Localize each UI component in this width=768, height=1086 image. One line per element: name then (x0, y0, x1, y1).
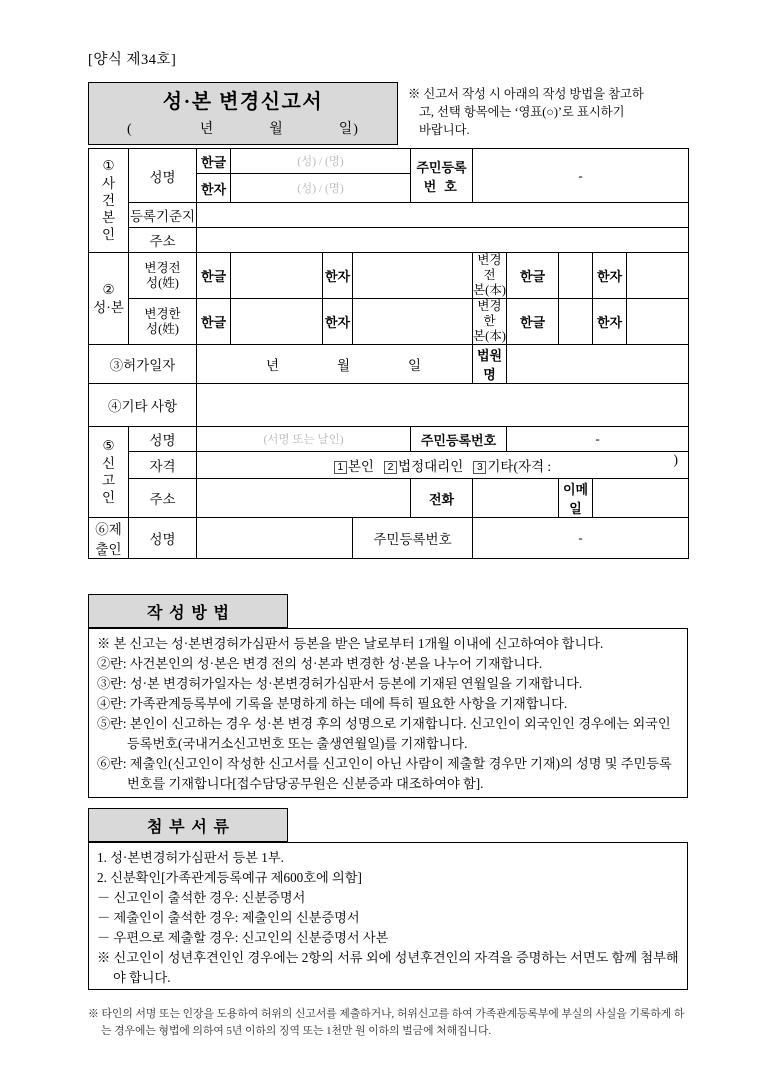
attachment-line-3: － 제출인이 출석한 경우: 제출인의 신분증명서 (97, 910, 360, 926)
section5-qualification-label: 자격 (129, 452, 197, 479)
attachments-body (88, 842, 688, 990)
how-to-heading: 작성방법 (88, 594, 288, 628)
attachment-line-5: ※ 신고인이 성년후견인인 경우에는 2항의 서류 외에 성년후견인의 자격을 증명하는 서면도 함께 첨부해야 합니다. (97, 950, 679, 986)
section5-v-char-1: 고 (101, 473, 116, 488)
section5-email-input[interactable] (593, 479, 689, 518)
section5-marker: ⑤ (102, 438, 115, 454)
form-number: [양식 제34호] (88, 52, 177, 68)
main-form-table (88, 148, 689, 559)
section5-address-label: 주소 (129, 479, 197, 518)
section2-before-origin-hangul-label: 한글 (507, 253, 559, 299)
section6-name-input[interactable] (197, 518, 353, 559)
section2-before-surname-hanja-input[interactable] (353, 253, 473, 299)
section1-hanja-name-input[interactable]: (성) / (명) (231, 174, 411, 203)
table-row (89, 427, 689, 452)
note-line-2: 고, 선택 항목에는 ‘영표(○)’로 표시하기 (419, 104, 625, 119)
qual-option-1-label[interactable]: 본인 (347, 459, 374, 474)
section5-v-char-0: 신 (101, 455, 116, 471)
page-title: 성·본 변경신고서 (162, 91, 324, 113)
section2-before-origin-hanja-cell[interactable] (593, 253, 689, 299)
footer-warning-note (88, 1006, 688, 1039)
table-row (89, 518, 689, 559)
title-date-line (89, 118, 397, 138)
title-instruction-note (398, 82, 688, 145)
section3-court-input[interactable] (507, 345, 689, 384)
section2-before-origin-hanja-label: 한자 (593, 253, 627, 298)
section1-registry-label: 등록기준지 (129, 203, 197, 228)
section3-label: ③허가일자 (89, 345, 197, 384)
attachment-line-0: 1. 성·본변경허가심판서 등본 1부. (97, 850, 284, 865)
table-row (89, 384, 689, 427)
section6-name-label: 성명 (129, 518, 197, 559)
section5-v-char-2: 인 (101, 490, 116, 506)
section2-after-surname-label: 변경한 성(姓) (129, 299, 197, 345)
title-year-label: 년 (199, 122, 215, 137)
section2-after-origin-hangul-label: 한글 (507, 299, 559, 345)
section2-after-surname-hanja-label: 한자 (323, 299, 353, 345)
table-row (89, 149, 689, 174)
section1-hanja-label: 한자 (197, 174, 231, 203)
table-row (89, 452, 689, 479)
section1-rrn-label: 주민등록 번 호 (411, 149, 473, 203)
note-line-3: 바랍니다. (419, 122, 470, 137)
section1-v-char-2: 본 (101, 210, 116, 226)
how-to-line-5: ⑥란: 제출인(신고인이 작성한 신고서를 신고인이 아닌 사람이 제출할 경우만 기재)의 성명 및 주민등록번호를 기재합니다[접수담당공무원은 신분증과 대조하여야 함]. (97, 756, 672, 792)
how-to-line-2: ③란: 성·본 변경허가일자는 성·본변경허가심판서 등본에 기재된 연월일을 기재합니다. (97, 676, 583, 692)
section1-v-char-1: 건 (101, 192, 116, 208)
section2-before-origin-hangul-input[interactable] (559, 253, 593, 299)
section2-before-surname-hangul-label: 한글 (197, 253, 231, 299)
how-to-line-3: ④란: 가족관계등록부에 기록을 분명하게 하는 데에 특히 필요한 사항을 기재합니다. (97, 696, 568, 712)
table-row (89, 228, 689, 253)
section4-input[interactable] (197, 384, 689, 427)
table-row (89, 203, 689, 228)
section5-address-input[interactable] (197, 479, 411, 518)
how-to-line-0: ※ 본 신고는 성·본변경허가심판서 등본을 받은 날로부터 1개월 이내에 신고하여야 합니다. (97, 636, 604, 651)
title-month-label: 월 (269, 122, 284, 137)
section2-label (89, 253, 129, 345)
section2-after-surname-hanja-input[interactable] (353, 299, 473, 345)
how-to-body (88, 628, 688, 798)
section6-rrn-label: 주민등록번호 (353, 518, 473, 559)
section3-date-input[interactable] (197, 345, 473, 384)
section1-hangul-name-input[interactable]: (성) / (명) (231, 149, 411, 174)
section1-vertical-label (89, 149, 129, 253)
section3-month-label: 월 (336, 358, 351, 373)
table-row (89, 345, 689, 384)
section5-phone-input[interactable] (473, 479, 559, 518)
attachments-heading: 첨부서류 (88, 808, 288, 842)
section5-name-input[interactable]: (서명 또는 날인) (197, 427, 411, 452)
section1-hangul-label: 한글 (197, 149, 231, 174)
section1-marker: ① (102, 158, 115, 174)
section1-address-input[interactable] (197, 228, 689, 253)
section2-after-origin-hanja-cell[interactable] (593, 299, 689, 345)
note-line-1: ※ 신고서 작성 시 아래의 작성 방법을 참고하 (408, 87, 644, 101)
section2-after-surname-hangul-input[interactable] (231, 299, 323, 345)
section5-phone-label: 전화 (411, 479, 473, 518)
section2-after-origin-hangul-input[interactable] (559, 299, 593, 345)
table-row (89, 253, 689, 299)
section5-rrn-label: 주민등록번호 (411, 427, 507, 452)
section4-label: ④기타 사항 (89, 384, 197, 427)
attachment-line-1: 2. 신분확인[가족관계등록예규 제600호에 의함] (97, 870, 362, 886)
qual-option-3-box[interactable]: 3 (473, 461, 486, 474)
table-row (89, 479, 689, 518)
qual-option-2-box[interactable]: 2 (384, 461, 397, 474)
section3-year-label: 년 (265, 358, 280, 373)
title-paren-open: ( (127, 122, 133, 137)
section1-rrn-input[interactable]: - (473, 149, 689, 203)
attachment-line-2: － 신고인이 출석한 경우: 신분증명서 (97, 890, 306, 906)
title-area (88, 82, 688, 145)
section2-before-origin-label: 변경전 본(本) (473, 253, 506, 297)
section6-rrn-input[interactable]: - (473, 518, 689, 559)
title-box (88, 82, 398, 145)
section2-after-origin-hanja-label: 한자 (593, 299, 627, 344)
how-to-line-1: ②란: 사건본인의 성·본은 변경 전의 성·본과 변경한 성·본을 나누어 기재합니다. (97, 656, 543, 672)
qual-option-3-close-paren: ) (673, 452, 679, 467)
section2-after-origin-label: 변경한 본(本) (473, 299, 506, 343)
qual-option-2-label[interactable]: 법정대리인 (398, 459, 464, 474)
qual-option-3-label[interactable]: 기타(자격 : (487, 459, 552, 474)
qual-option-1-box[interactable]: 1 (334, 461, 347, 474)
section5-rrn-input[interactable]: - (507, 427, 689, 452)
section1-v-char-3: 인 (101, 227, 116, 243)
section3-court-label: 법원명 (473, 345, 507, 384)
section2-after-surname-hangul-label: 한글 (197, 299, 231, 345)
section2-label-text: 성·본 (93, 299, 124, 315)
footer-warning-text: ※ 타인의 서명 또는 인장을 도용하여 허위의 신고서를 제출하거나, 허위신고를 하여 가족관계등록부에 부실의 사실을 기록하게 하는 경우에는 형법에 의하여 5년 이하의 징역 또는 1천만 원 이하의 벌금에 처해집니다. (88, 1008, 685, 1037)
section1-registry-input[interactable] (197, 203, 689, 228)
section2-before-surname-hangul-input[interactable] (231, 253, 323, 299)
attachment-line-4: － 우편으로 제출할 경우: 신고인의 신분증명서 사본 (97, 930, 389, 946)
title-day-label: 일) (338, 122, 359, 137)
section3-day-label: 일 (407, 358, 422, 373)
section5-qualification-options[interactable] (197, 452, 689, 479)
section2-marker: ② (102, 282, 115, 298)
section2-before-surname-hanja-label: 한자 (323, 253, 353, 299)
section5-name-label: 성명 (129, 427, 197, 452)
table-row (89, 299, 689, 345)
section1-v-char-0: 사 (101, 175, 116, 191)
section5-email-label: 이메일 (559, 479, 593, 518)
section1-address-label: 주소 (129, 228, 197, 253)
section2-before-surname-label: 변경전 성(姓) (129, 253, 197, 299)
how-to-line-4: ⑤란: 본인이 신고하는 경우 성·본 변경 후의 성명으로 기재합니다. 신고인이 외국인인 경우에는 외국인등록번호(국내거소신고번호 또는 출생연월일)를 기재합니다. (97, 716, 671, 752)
section6-label: ⑥제출인 (89, 518, 129, 559)
section5-vertical-label (89, 427, 129, 518)
section1-name-label: 성명 (129, 149, 197, 203)
